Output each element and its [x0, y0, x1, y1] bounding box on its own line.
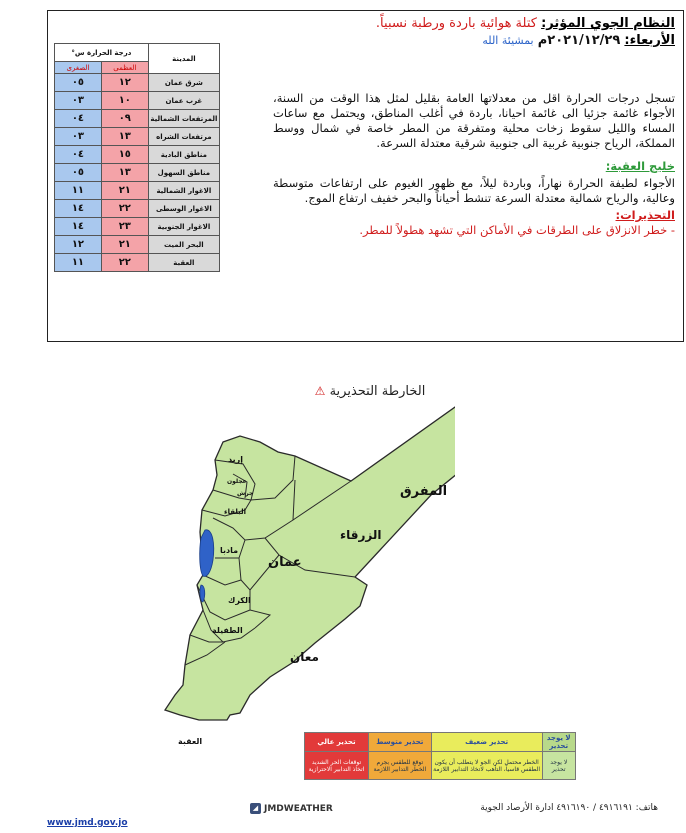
temp-table-header [55, 44, 220, 62]
city-cell: الاغوار الشمالية [148, 182, 219, 200]
max-cell: ٢٢ [101, 200, 148, 218]
min-cell: ٠٥ [55, 74, 102, 92]
legend-body-row [305, 752, 576, 780]
system-value: كتلة هوائية باردة ورطبة نسبياً. [375, 16, 537, 31]
jordan-warning-map [155, 380, 455, 775]
temp-row [55, 236, 220, 254]
region-madaba: مادبا [220, 546, 239, 555]
min-cell: ١٢ [55, 236, 102, 254]
min-header: الصغرى [55, 62, 102, 74]
region-balqa: البلقاء [224, 508, 246, 516]
bulletin-text [273, 15, 675, 238]
aqaba-title: خليج العقبة: [605, 159, 675, 173]
city-cell: مناطق البادية [148, 146, 219, 164]
max-cell: ٢١ [101, 236, 148, 254]
region-amman: عمان [268, 555, 302, 570]
legend-weak-text: الخطر محتمل لكن الجو لا يتطلب أن يكون الطقس قاسياً، التأهب لاتخاذ التدابير اللازمة [431, 752, 542, 780]
legend-header-row [305, 733, 576, 752]
warning-triangle-icon: ⚠ [314, 384, 326, 398]
max-cell: ٢١ [101, 182, 148, 200]
city-cell: مناطق السهول [148, 164, 219, 182]
region-irbid: إربد [228, 455, 243, 464]
max-cell: ٢٢ [101, 254, 148, 272]
min-cell: ٠٣ [55, 128, 102, 146]
legend-weak-title: تحذير ضعيف [431, 733, 542, 752]
temp-row [55, 254, 220, 272]
min-cell: ٠٤ [55, 146, 102, 164]
region-maan: معان [290, 650, 319, 664]
min-cell: ٠٣ [55, 92, 102, 110]
date-value: ٢٠٢١/١٢/٢٩م [537, 33, 621, 48]
max-header: العظمى [101, 62, 148, 74]
region-zarqa: الزرقاء [340, 528, 382, 542]
warnings-title: التحذيرات: [615, 208, 675, 222]
bulletin-frame [47, 10, 684, 342]
date-suffix: بمشيئة الله [482, 34, 534, 47]
max-cell: ١٠ [101, 92, 148, 110]
system-key: النظام الجوي المؤثر: [541, 16, 675, 31]
max-cell: ١٣ [101, 128, 148, 146]
warning-legend [304, 732, 576, 780]
temp-row [55, 74, 220, 92]
min-cell: ٠٥ [55, 164, 102, 182]
city-cell: غرب عمان [148, 92, 219, 110]
city-cell: مرتفعات الشراه [148, 128, 219, 146]
min-cell: ١١ [55, 254, 102, 272]
legend-high-title: تحذير عالي [305, 733, 369, 752]
warnings-text: - خطر الانزلاق على الطرقات في الأماكن التي تشهد هطولاً للمطر. [359, 223, 675, 237]
temperature-table [54, 43, 220, 272]
system-line [273, 15, 675, 32]
max-cell: ١٢ [101, 74, 148, 92]
region-karak: الكرك [228, 596, 251, 605]
temp-row [55, 164, 220, 182]
temp-row [55, 128, 220, 146]
legend-none-text: لا يوجد تحذير [542, 752, 575, 780]
date-line [273, 32, 675, 49]
temp-row [55, 92, 220, 110]
map-title-text: الخارطة التحذيرية [329, 384, 426, 399]
jmd-logo-icon: ◢ [250, 803, 261, 814]
max-cell: ١٣ [101, 164, 148, 182]
max-cell: ١٥ [101, 146, 148, 164]
website-link[interactable]: www.jmd.gov.jo [47, 818, 128, 828]
temp-row [55, 218, 220, 236]
legend-none-title: لا يوجد تحذير [542, 733, 575, 752]
legend-medium-text: توقع للطقس بجرم الخطر التدابير اللازمة [368, 752, 431, 780]
city-cell: الاغوار الوسطى [148, 200, 219, 218]
legend-high-text: توقعات الحر الشديد اتخاذ التدابير الاحترازية [305, 752, 369, 780]
phone-line: هاتف: ٤٩١٦١٩١ / ٤٩١٦١٩٠ ادارة الأرصاد الجوية [480, 803, 658, 813]
city-cell: الاغوار الجنوبية [148, 218, 219, 236]
aqaba-text: الأجواء لطيفة الحرارة نهاراً، وباردة ليلاً، مع ظهور الغيوم على ارتفاعات متوسطة وعالية، والرياح شمالية معتدلة السرعة تنشط أحياناً والبحر خفيف ارتفاع الموج. [273, 176, 675, 205]
date-key: الأربعاء: [624, 33, 675, 48]
dead-sea-south [200, 585, 205, 602]
max-cell: ٢٣ [101, 218, 148, 236]
region-mafraq: المفرق [400, 484, 448, 499]
min-cell: ١٤ [55, 200, 102, 218]
temp-rows [55, 74, 220, 272]
logo-text: JMDWEATHER [264, 803, 333, 814]
region-tafila: الطفيلة [212, 626, 243, 635]
temp-header: درجة الحرارة س° [55, 44, 149, 62]
city-cell: العقبة [148, 254, 219, 272]
jmd-logo [250, 803, 333, 814]
min-cell: ١٤ [55, 218, 102, 236]
region-jerash: جرش [237, 490, 254, 497]
temp-row [55, 110, 220, 128]
temp-row [55, 200, 220, 218]
region-aqaba: العقبة [178, 737, 203, 746]
min-cell: ٠٤ [55, 110, 102, 128]
max-cell: ٠٩ [101, 110, 148, 128]
region-ajloun: عجلون [227, 478, 247, 485]
city-header: المدينة [148, 44, 219, 74]
temp-row [55, 182, 220, 200]
main-paragraph: تسجل درجات الحرارة اقل من معدلاتها العامة بقليل لمثل هذا الوقت من السنة، الأجواء غائمة جزئيا الى غائمة احيانا، باردة في أغلب المناطق، ويحتمل مع ساعات المساء والليل سقوط زخات محلية ومتفرقة من المطر خاصة في شمال ووسط المملكة، الرياح جنوبية غربية الى جنوبية شرقية معتدلة السرعة. [273, 91, 675, 150]
legend-medium-title: تحذير متوسط [368, 733, 431, 752]
city-cell: شرق عمان [148, 74, 219, 92]
temp-row [55, 146, 220, 164]
city-cell: المرتفعات الشمالية [148, 110, 219, 128]
city-cell: البحر الميت [148, 236, 219, 254]
min-cell: ١١ [55, 182, 102, 200]
